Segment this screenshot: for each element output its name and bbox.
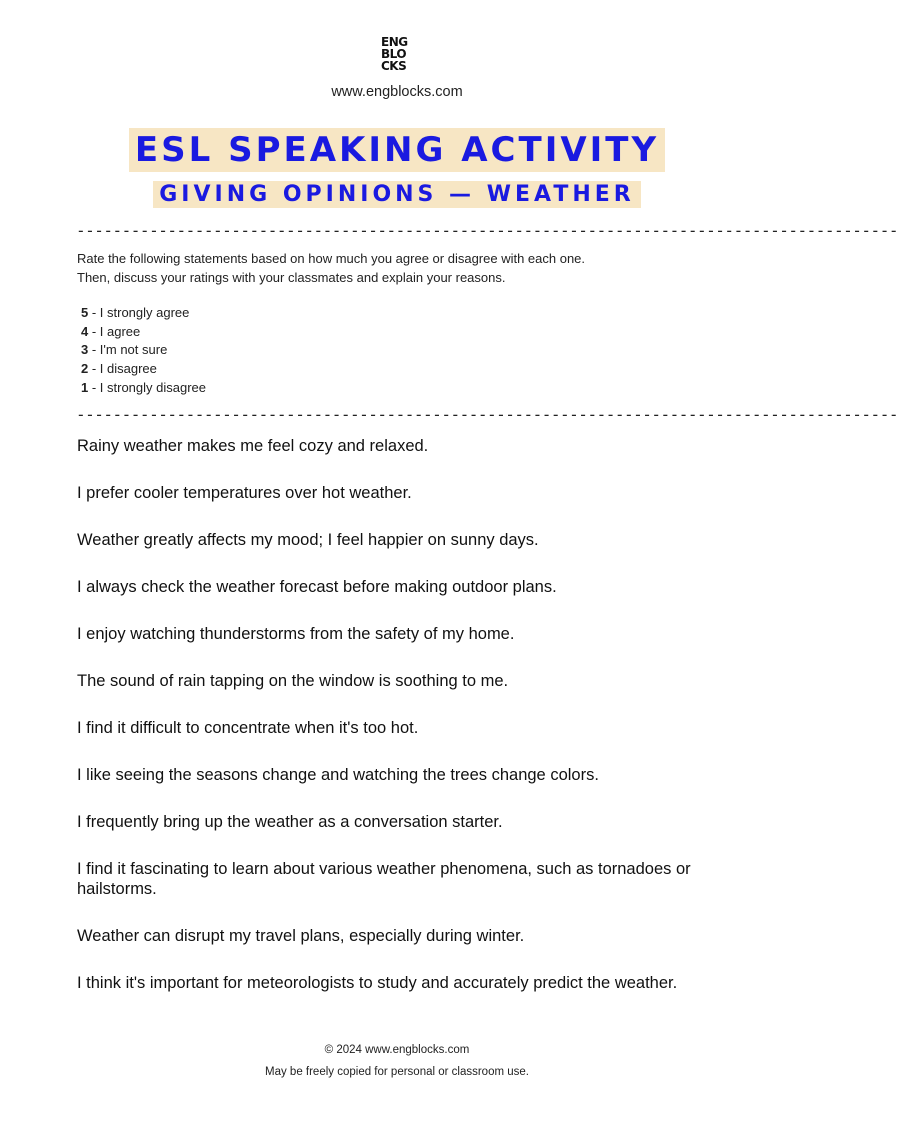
statement-list (77, 436, 717, 1020)
scale-item (81, 341, 206, 360)
scale-number: 3 (81, 342, 89, 358)
scale-number: 2 (81, 361, 89, 377)
scale-label: - I disagree (88, 361, 157, 377)
statement-item: Weather can disrupt my travel plans, especially during winter. (77, 927, 525, 945)
footer-note: May be freely copied for personal or classroom use. (265, 1066, 529, 1078)
scale-item (81, 304, 206, 323)
site-url: www.engblocks.com (331, 84, 463, 100)
scale-number: 1 (81, 379, 89, 395)
page-subtitle (0, 180, 794, 210)
statement-item: I frequently bring up the weather as a conversation starter. (77, 813, 503, 831)
instructions-line: Then, discuss your ratings with your classmates and explain your reasons. (77, 269, 506, 285)
divider-top: ------------------------------------------------------------------------------------------ (76, 221, 898, 240)
page-title-text: ESL SPEAKING ACTIVITY (129, 128, 665, 172)
instructions-line: Rate the following statements based on how much you agree or disagree with each one. (77, 251, 586, 266)
scale-number: 5 (81, 305, 89, 320)
scale-label: - I agree (88, 323, 141, 339)
scale-item (81, 323, 206, 342)
scale-label: - I strongly agree (88, 305, 190, 320)
logo-line: BLO (381, 47, 407, 61)
statement-item: I enjoy watching thunderstorms from the safety of my home. (77, 625, 515, 643)
instructions (77, 250, 717, 287)
footer-copyright: © 2024 www.engblocks.com (324, 1044, 470, 1056)
scale-item (81, 379, 206, 398)
logo-line: ENG (381, 35, 408, 49)
statement-item: Rainy weather makes me feel cozy and relaxed. (77, 437, 429, 455)
scale-label: - I'm not sure (88, 342, 168, 358)
page-subtitle-text: GIVING OPINIONS — WEATHER (153, 181, 640, 208)
statement-item: I find it difficult to concentrate when it's too hot. (77, 719, 419, 737)
engblocks-logo (381, 36, 415, 72)
rating-scale (81, 304, 206, 398)
scale-number: 4 (81, 323, 89, 339)
statement-item: I like seeing the seasons change and watching the trees change colors. (77, 766, 599, 784)
statement-item: I find it fascinating to learn about various weather phenomena, such as tornadoes or hailstorms. (77, 860, 691, 898)
scale-item (81, 360, 206, 379)
divider-bottom: ------------------------------------------------------------------------------------------ (76, 405, 898, 424)
page-title (0, 130, 794, 170)
statement-item: I always check the weather forecast before making outdoor plans. (77, 578, 557, 596)
statement-item: I think it's important for meteorologists to study and accurately predict the weather. (77, 974, 678, 992)
logo-line: CKS (381, 59, 407, 73)
statement-item: The sound of rain tapping on the window is soothing to me. (77, 672, 509, 690)
scale-label: - I strongly disagree (88, 379, 207, 395)
statement-item: Weather greatly affects my mood; I feel happier on sunny days. (77, 531, 539, 549)
statement-item: I prefer cooler temperatures over hot weather. (77, 484, 412, 502)
